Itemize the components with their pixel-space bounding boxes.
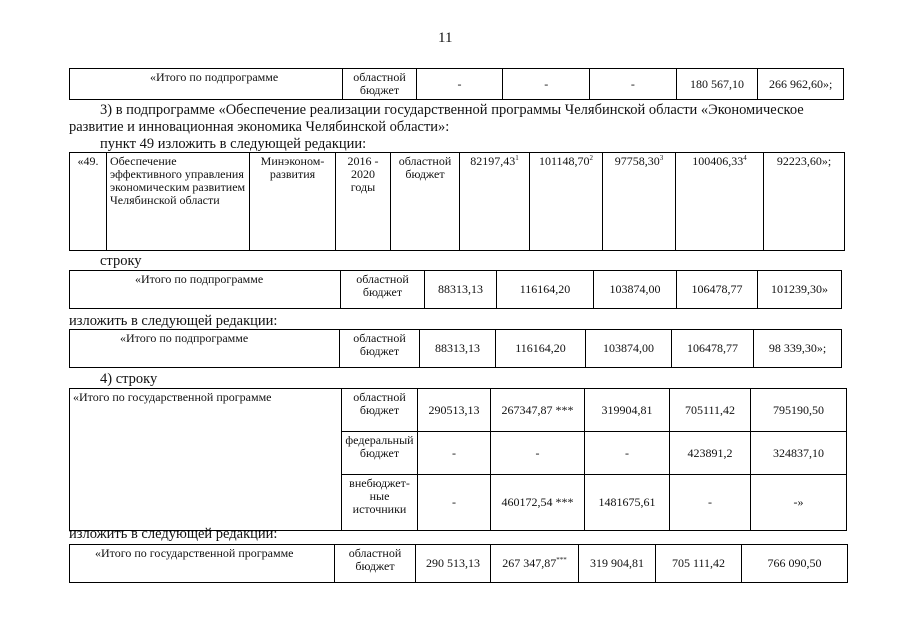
value-cell: - <box>418 432 491 475</box>
value-cell: 267 347,87*** <box>491 545 579 583</box>
value-cell: 423891,2 <box>670 432 751 475</box>
value-cell: 795190,50 <box>751 389 847 432</box>
value-cell: 101148,70$^2$ <box>530 153 603 251</box>
value-cell: 88313,13 <box>420 330 496 368</box>
paragraph-3-line-3: пункт 49 изложить в следующей редакции: <box>100 136 367 152</box>
subprogram-total-table-top <box>69 68 844 100</box>
row-label: «Итого по подпрограмме <box>70 271 341 309</box>
paragraph-3-line-2: развитие и инновационная экономика Челябинской области»: <box>69 119 450 135</box>
value-cell: 98 339,30»; <box>754 330 842 368</box>
value-cell: - <box>670 475 751 531</box>
funding-source: федеральный бюджет <box>342 432 418 475</box>
izlozhit-label-2: изложить в следующей редакции: <box>69 526 278 542</box>
value-cell: 460172,54 *** <box>491 475 585 531</box>
value-cell: - <box>491 432 585 475</box>
value-cell: 319 904,81 <box>579 545 656 583</box>
value-cell: 705 111,42 <box>656 545 742 583</box>
value-cell: - <box>585 432 670 475</box>
funding-source: внебюджет-ные источники <box>342 475 418 531</box>
state-program-total-new-table <box>69 544 848 583</box>
value-cell: 103874,00 <box>594 271 677 309</box>
row-label: «Итого по подпрограмме <box>70 330 340 368</box>
value-cell: 106478,77 <box>677 271 758 309</box>
value-cell: - <box>418 475 491 531</box>
value-cell: 267347,87 *** <box>491 389 585 432</box>
funding-source: областной бюджет <box>391 153 460 251</box>
value-cell: 116164,20 <box>496 330 586 368</box>
paragraph-3-line-1: 3) в подпрограмме «Обеспечение реализации государственной программы Челябинской области «Экономическое <box>100 102 804 118</box>
period: 2016 - 2020 годы <box>336 153 391 251</box>
value-cell: 324837,10 <box>751 432 847 475</box>
item-49-table <box>69 152 845 251</box>
state-program-total-old-table <box>69 388 847 531</box>
value-cell: 180 567,10 <box>676 69 758 100</box>
value-cell: 1481675,61 <box>585 475 670 531</box>
value-cell: 88313,13 <box>425 271 497 309</box>
value-cell: 100406,33$^4$ <box>676 153 764 251</box>
subprogram-total-new-table <box>69 329 842 368</box>
row-label: «Итого по подпрограмме <box>70 69 343 100</box>
funding-source: областной бюджет <box>343 69 416 100</box>
value-cell: - <box>416 69 503 100</box>
value-cell: 92223,60»; <box>764 153 845 251</box>
funding-source: областной бюджет <box>335 545 416 583</box>
funding-source: областной бюджет <box>341 271 425 309</box>
executor: Минэконом-развития <box>250 153 336 251</box>
page-number: 11 <box>438 30 453 46</box>
value-cell: 82197,43$^1$ <box>460 153 530 251</box>
value-cell: 116164,20 <box>497 271 594 309</box>
value-cell: 97758,30$^3$ <box>603 153 676 251</box>
value-cell: 290 513,13 <box>416 545 491 583</box>
item-number: «49. <box>70 153 107 251</box>
value-cell: - <box>503 69 590 100</box>
value-cell: 266 962,60»; <box>758 69 844 100</box>
row-label: «Итого по государственной программе <box>70 389 342 531</box>
value-cell: 705111,42 <box>670 389 751 432</box>
value-cell: 106478,77 <box>672 330 754 368</box>
value-cell: - <box>590 69 677 100</box>
value-cell: 101239,30» <box>758 271 842 309</box>
funding-source: областной бюджет <box>340 330 420 368</box>
stroku-label: строку <box>100 253 142 269</box>
funding-source: областной бюджет <box>342 389 418 432</box>
value-cell: 103874,00 <box>586 330 672 368</box>
subprogram-total-old-table <box>69 270 842 309</box>
activity-name: Обеспечение эффективного управления экономическим развитием Челябинской области <box>107 153 250 251</box>
row-label: «Итого по государственной программе <box>70 545 335 583</box>
value-cell: 766 090,50 <box>742 545 848 583</box>
value-cell: -» <box>751 475 847 531</box>
value-cell: 290513,13 <box>418 389 491 432</box>
value-cell: 319904,81 <box>585 389 670 432</box>
paragraph-4: 4) строку <box>100 371 158 387</box>
izlozhit-label-1: изложить в следующей редакции: <box>69 313 278 329</box>
